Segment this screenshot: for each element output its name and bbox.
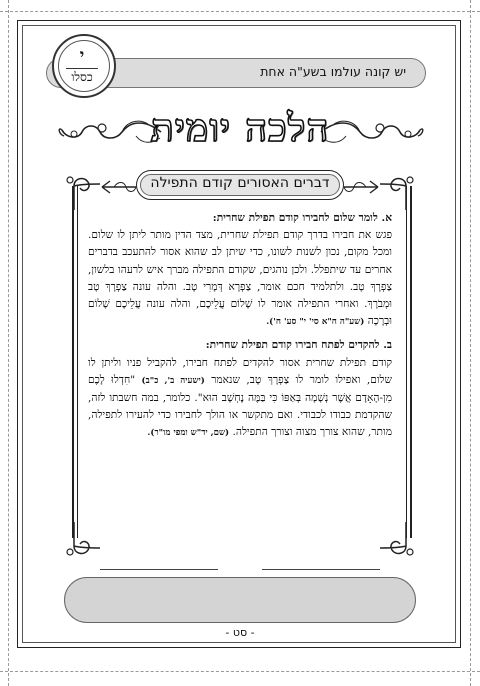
paragraph-b-heading: ב. להקדים לפתח חבירו קודם תפילת שחרית: — [205, 339, 392, 352]
paragraph-b-text-continued: "חִדְלוּ לָכֶם מִן-הָאָדָם אֲשֶׁר נְשָׁמָה בְּאַפּוֹ כִּי בַּמֶּה נֶחְשָׁב הוּא". כלומר, במה חשבתו לזה, שהקדמת כבודו לכבודי. ואם מתקשר או הולך לחבירו כדי להעירו לתפילה, מותר, שהוא צורך מצוה וצורך התפילה. — [88, 373, 392, 439]
paragraph-a-source: (שע"ה ח"א סי' י" סע' ח'). — [266, 317, 365, 328]
body-text — [88, 210, 392, 449]
page-number: - סט - — [225, 626, 255, 639]
corner-flourish-bottom-right-icon — [378, 520, 418, 560]
header-title: יש קונה עולמו בשע"ה אחת — [260, 64, 406, 79]
seal-day: י — [79, 46, 85, 66]
main-title: הלכה יומית — [150, 105, 330, 150]
corner-flourish-top-right-icon — [378, 172, 418, 212]
corner-flourish-bottom-left-icon — [62, 520, 102, 560]
paragraph-a — [88, 210, 392, 331]
bottom-rule-right — [262, 569, 380, 570]
seal-divider — [66, 68, 98, 69]
seal-month: כסלו — [71, 70, 93, 84]
cut-line-left — [8, 0, 9, 686]
pill-arrow-left-icon — [100, 177, 138, 197]
section-title: דברים האסורים קודם התפילה — [150, 175, 330, 191]
paragraph-b-text: קודם תפילת שחרית אסור להקדים לפתח חבירו, להקביל פניו וליתן לו שלום, ואפילו לומר לו צַפְרָךְ טָב, שנאמר — [88, 356, 392, 386]
corner-flourish-top-left-icon — [62, 172, 102, 212]
cut-line-top — [0, 11, 480, 12]
bottom-banner — [64, 577, 416, 623]
cut-line-right — [470, 0, 471, 686]
cut-line-bottom — [0, 671, 480, 672]
paragraph-b-source: (שם, יד"ש ומפי מו"ר). — [147, 428, 230, 439]
paragraph-b-inline-source: (ישעיה ב', כ"ב) — [141, 375, 205, 386]
paragraph-a-heading: א. לומר שלום לחבירו קודם תפילת שחרית: — [212, 212, 392, 224]
paragraph-a-text: פגש את חבירו בדרך קודם תפילת שחרית, מצד הדין מותר ליתן לו שלום. ומכל מקום, נכון לשנות לשונו, כדי שיתן לב שהוא אסור להתעכב בדברים אחרים עד שיתפלל. ולכן נוהגים, שקודם התפילה מברך איש לרעהו בלשון, צַפְרָךְ טָב. ולתלמיד חכם אומר, צַפְרָא דְּמָרִי טָב. והלה עונה צַפְרָךְ טָב וּמְבֹרָךְ. ואחרי התפילה אומר לו שָׁלוֹם עֲלֵיכֶם, והלה עונה עֲלֵיכֶם שָׁלוֹם וּבְרָכָה — [88, 229, 392, 328]
pill-arrow-right-icon — [342, 177, 380, 197]
bottom-rule-left — [100, 569, 218, 570]
date-seal — [52, 34, 116, 98]
paragraph-b — [88, 337, 392, 442]
